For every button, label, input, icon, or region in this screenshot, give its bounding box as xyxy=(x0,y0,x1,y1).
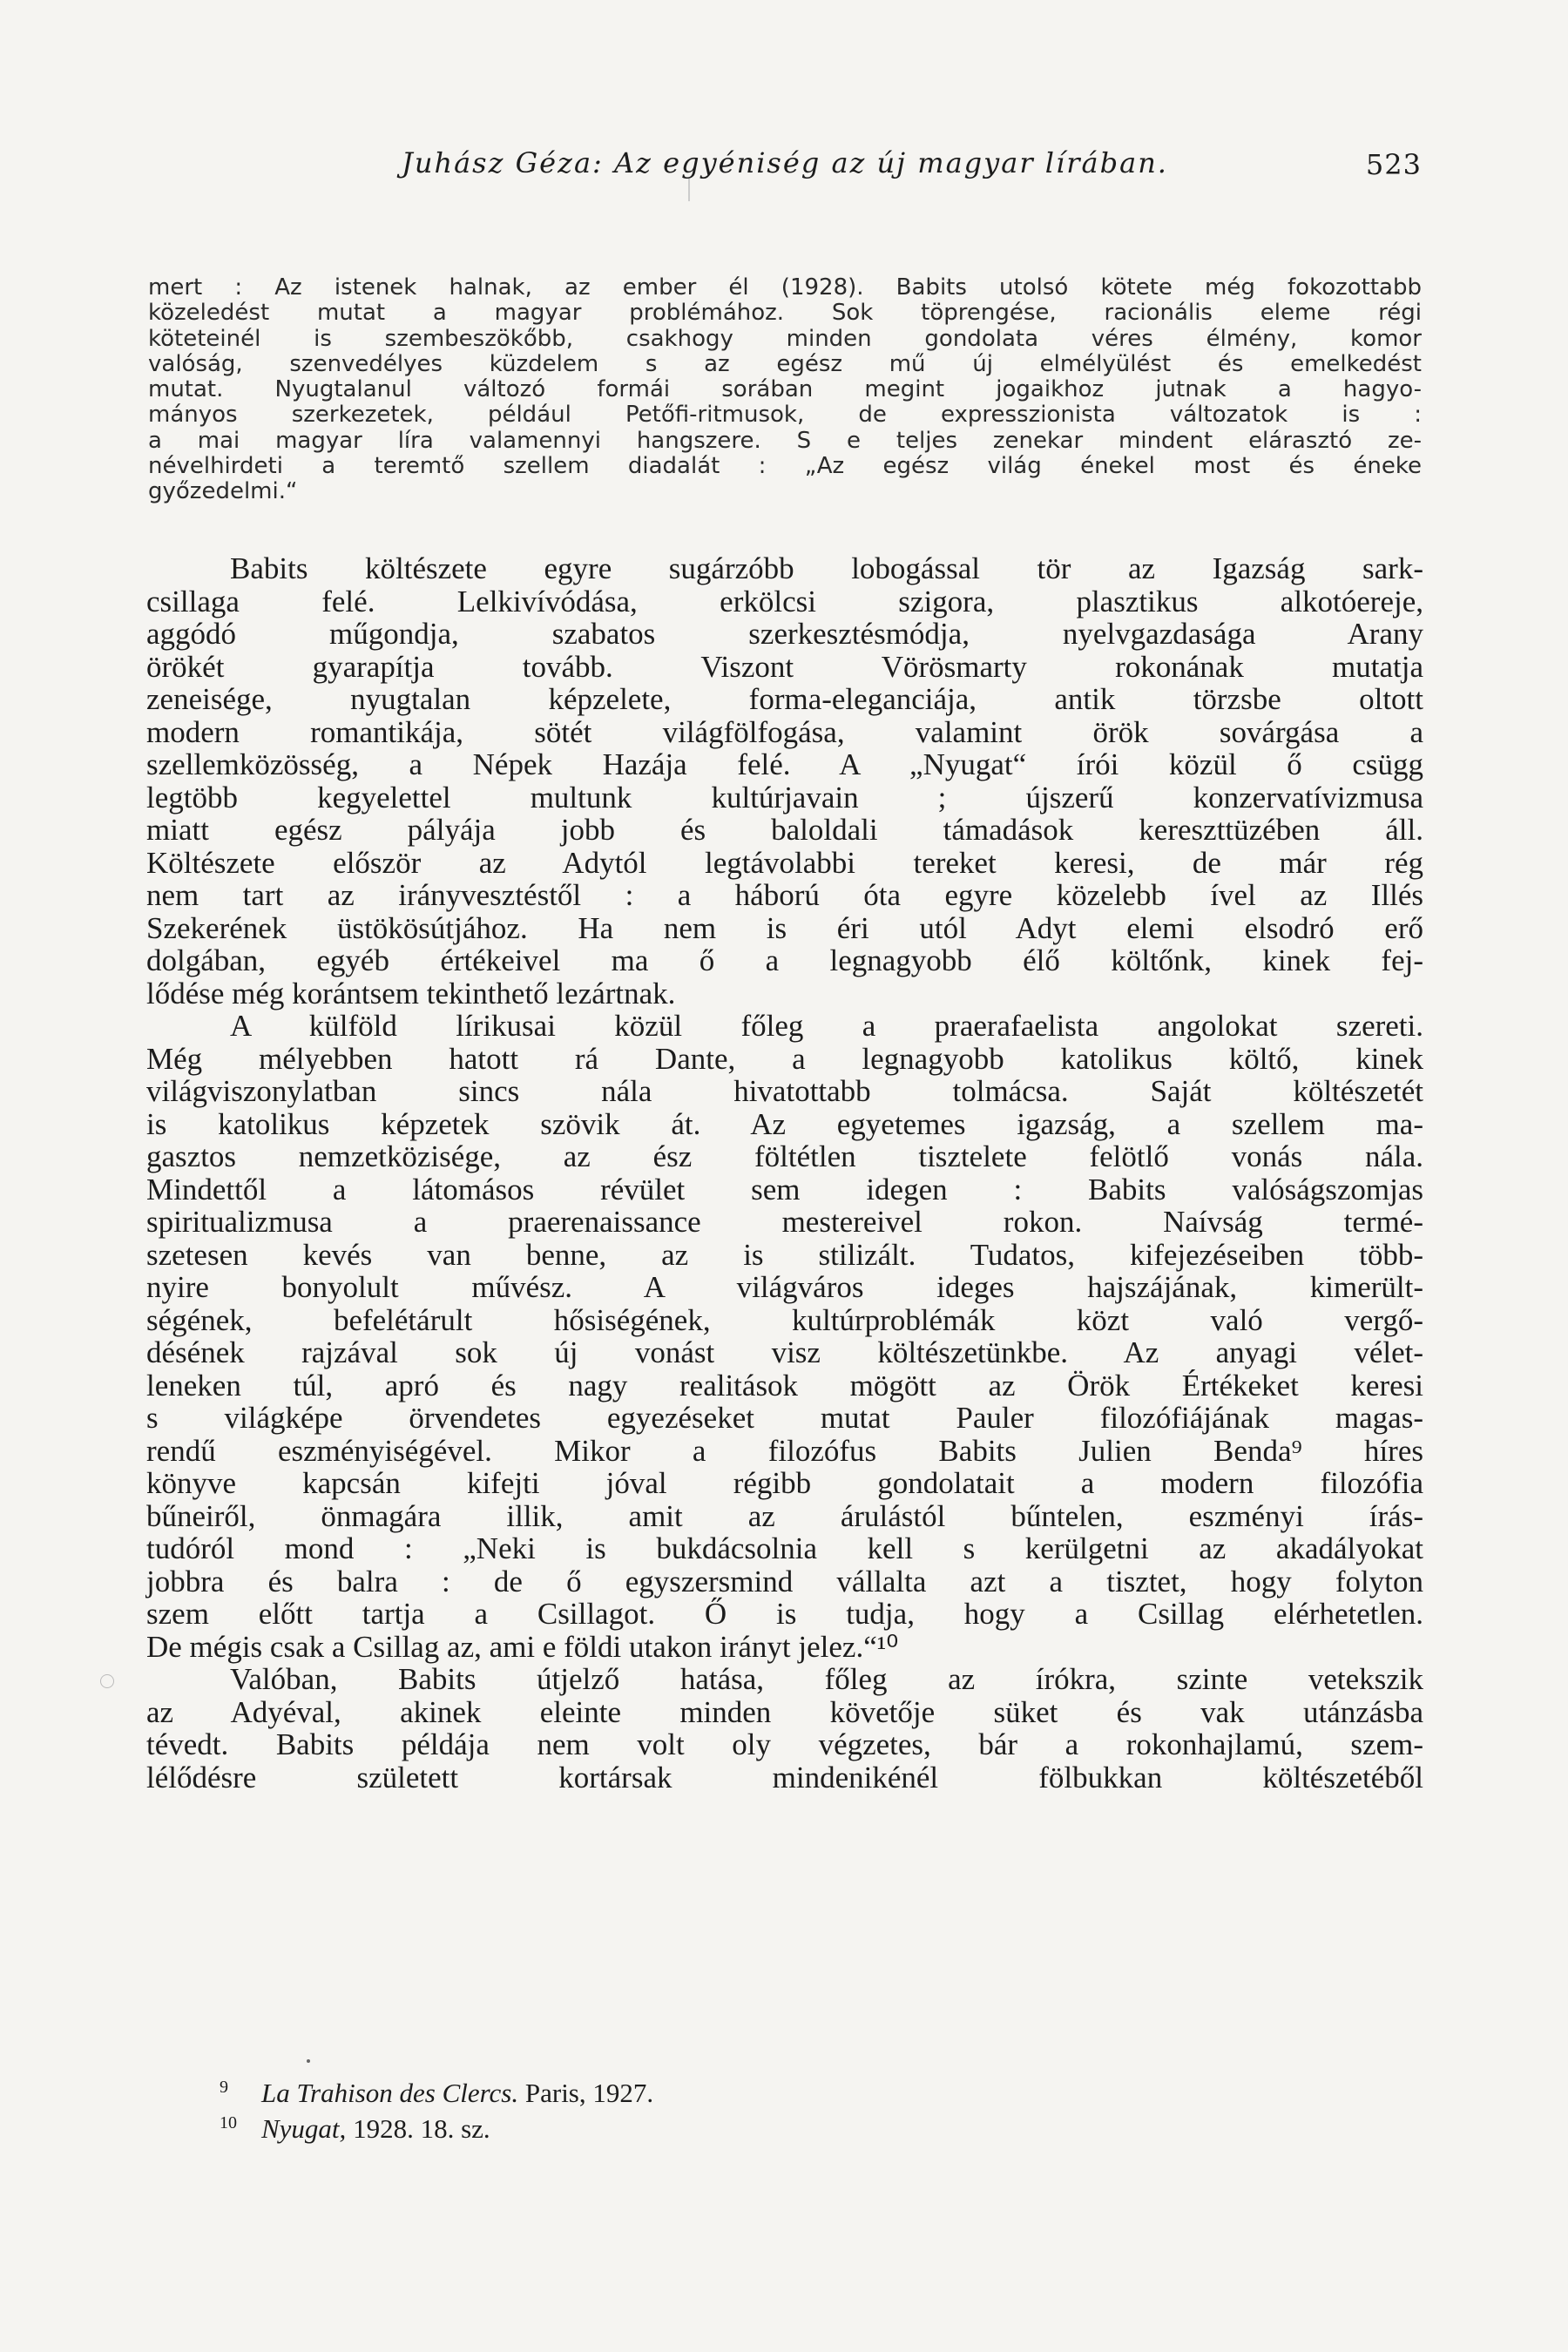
text-line: valóság, szenvedélyes küzdelem s az egész mű új elmélyülést és emelkedést xyxy=(148,350,1422,377)
text-line: csillaga felé. Lelkivívódása, erkölcsi szigora, plasztikus alkotóereje, xyxy=(146,584,1423,618)
text-line: s világképe örvendetes egyezéseket mutat Pauler filozófiájának magas- xyxy=(146,1401,1423,1435)
text-line: világviszonylatban sincs nála hivatottabb tolmácsa. Saját költészetét xyxy=(146,1074,1423,1108)
text-line: A külföld lírikusai közül főleg a praerafaelista angolokat szereti. xyxy=(230,1009,1423,1043)
text-line: a mai magyar líra valamennyi hangszere. S e teljes zenekar mindent elárasztó ze- xyxy=(148,427,1422,454)
text-line: győzedelmi.“ xyxy=(148,478,298,505)
text-line: is katolikus képzetek szövik át. Az egyetemes igazság, a szellem ma- xyxy=(146,1106,1423,1141)
text-line: köteteinél is szembeszökőbb, csakhogy minden gondolata véres élmény, komor xyxy=(148,325,1422,352)
footnote xyxy=(220,2072,653,2108)
text-line: aggódó műgondja, szabatos szerkesztésmódja, nyelvgazdasága Arany xyxy=(146,617,1423,651)
text-line: tudóról mond : „Neki is bukdácsolnia kell s kerülgetni az akadályokat xyxy=(146,1531,1423,1565)
text-line: dolgában, egyéb értékeivel ma ő a legnagyobb élő költőnk, kinek fej- xyxy=(146,943,1423,977)
text-line: Babits költészete egyre sugárzóbb lobogással tör az Igazság sark- xyxy=(230,551,1423,585)
running-title: Juhász Géza: Az egyéniség az új magyar lírában. xyxy=(402,146,1168,179)
text-line: mutat. Nyugtalanul változó formái sorában megint jogaikhoz jutnak a hagyo- xyxy=(148,376,1422,403)
text-line: Valóban, Babits útjelző hatása, főleg az írókra, szinte vetekszik xyxy=(230,1662,1423,1696)
text-line: Mindettől a látomásos révület sem idegen : Babits valóságszomjas xyxy=(146,1172,1423,1206)
footnote-title: La Trahison des Clercs. xyxy=(261,2078,519,2108)
text-line: Költészete először az Adytól legtávolabbi tereket keresi, de már rég xyxy=(146,845,1423,880)
small-print-paragraph xyxy=(148,275,1422,505)
main-text xyxy=(146,552,1423,1794)
footnote-title: Nyugat, xyxy=(261,2113,347,2144)
text-line: spiritualizmusa a praerenaissance mestereivel rokon. Naívság termé- xyxy=(146,1205,1423,1239)
text-line: könyve kapcsán kifejti jóval régibb gondolatait a modern filozófia xyxy=(146,1466,1423,1500)
text-line: nyire bonyolult művész. A világváros ideges hajszájának, kimerült- xyxy=(146,1270,1423,1304)
text-line: désének rajzával sok új vonást visz költészetünkbe. Az anyagi vélet- xyxy=(146,1335,1423,1369)
text-line: leneken túl, apró és nagy realitások mögött az Örök Értékeket keresi xyxy=(146,1368,1423,1402)
footnote-separator-dot xyxy=(307,2059,310,2063)
text-line: De mégis csak a Csillag az, ami e földi utakon irányt jelez.“¹⁰ xyxy=(146,1629,899,1664)
text-line: szellemközösség, a Népek Hazája felé. A „Nyugat“ írói közül ő csügg xyxy=(146,747,1423,781)
text-line: modern romantikája, sötét világfölfogása, valamint örök sovárgása a xyxy=(146,714,1423,749)
text-line: nem tart az irányvesztéstől : a háború óta egyre közelebb ível az Illés xyxy=(146,878,1423,912)
text-line: jobbra és balra : de ő egyszersmind vállalta azt a tisztet, hogy folyton xyxy=(146,1564,1423,1598)
footnote-number: 10 xyxy=(220,2113,237,2132)
footnote-source: 1928. 18. sz. xyxy=(346,2113,490,2144)
text-line: gasztos nemzetközisége, az ész föltétlen tisztelete felötlő vonás nála. xyxy=(146,1139,1423,1173)
footnote-number: 9 xyxy=(220,2078,228,2097)
page-number: 523 xyxy=(1365,148,1422,181)
margin-mark xyxy=(100,1674,114,1688)
text-line: szem előtt tartja a Csillagot. Ő is tudja, hogy a Csillag elérhetetlen. xyxy=(146,1597,1423,1631)
text-line: miatt egész pályája jobb és baloldali támadások kereszttüzében áll. xyxy=(146,813,1423,847)
running-head xyxy=(148,146,1422,193)
text-line: közeledést mutat a magyar problémához. Sok töprengése, racionális eleme régi xyxy=(148,300,1422,327)
text-line: rendű eszményiségével. Mikor a filozófus Babits Julien Benda⁹ híres xyxy=(146,1433,1423,1468)
text-line: az Adyéval, akinek eleinte minden követője süket és vak utánzásba xyxy=(146,1694,1423,1729)
text-line: Még mélyebben hatott rá Dante, a legnagyobb katolikus költő, kinek xyxy=(146,1041,1423,1076)
text-line: legtöbb kegyelettel multunk kultúrjavain ; újszerű konzervatívizmusa xyxy=(146,780,1423,814)
text-line: örökét gyarapítja tovább. Viszont Vörösmarty rokonának mutatja xyxy=(146,649,1423,684)
text-line: szetesen kevés van benne, az is stilizált. Tudatos, kifejezéseiben több- xyxy=(146,1237,1423,1272)
text-line: tévedt. Babits példája nem volt oly végzetes, bár a rokonhajlamú, szem- xyxy=(146,1727,1423,1761)
text-line: mert : Az istenek halnak, az ember él (1928). Babits utolsó kötete még fokozottabb xyxy=(148,274,1422,301)
text-line: Szekerének üstökösútjához. Ha nem is éri utól Adyt elemi elsodró erő xyxy=(146,910,1423,945)
text-line: ségének, befelétárult hősiségének, kultúrproblémák közt való vergő- xyxy=(146,1302,1423,1337)
text-line: mányos szerkezetek, például Petőfi-ritmusok, de expresszionista változatok is : xyxy=(148,402,1422,429)
text-line: névelhirdeti a teremtő szellem diadalát : „Az egész világ énekel most és éneke xyxy=(148,453,1422,480)
text-line: zeneisége, nyugtalan képzelete, forma-eleganciája, antik törzsbe oltott xyxy=(146,682,1423,716)
footnotes xyxy=(220,2072,653,2144)
text-line: lélődésre született kortársak mindenikénél fölbukkan költészetéből xyxy=(146,1760,1423,1794)
footnote xyxy=(220,2108,653,2144)
text-line: lődése még korántsem tekinthető lezártnak. xyxy=(146,976,676,1010)
footnote-source: Paris, 1927. xyxy=(518,2078,654,2108)
text-line: bűneiről, önmagára illik, amit az árulástól bűntelen, eszményi írás- xyxy=(146,1498,1423,1533)
